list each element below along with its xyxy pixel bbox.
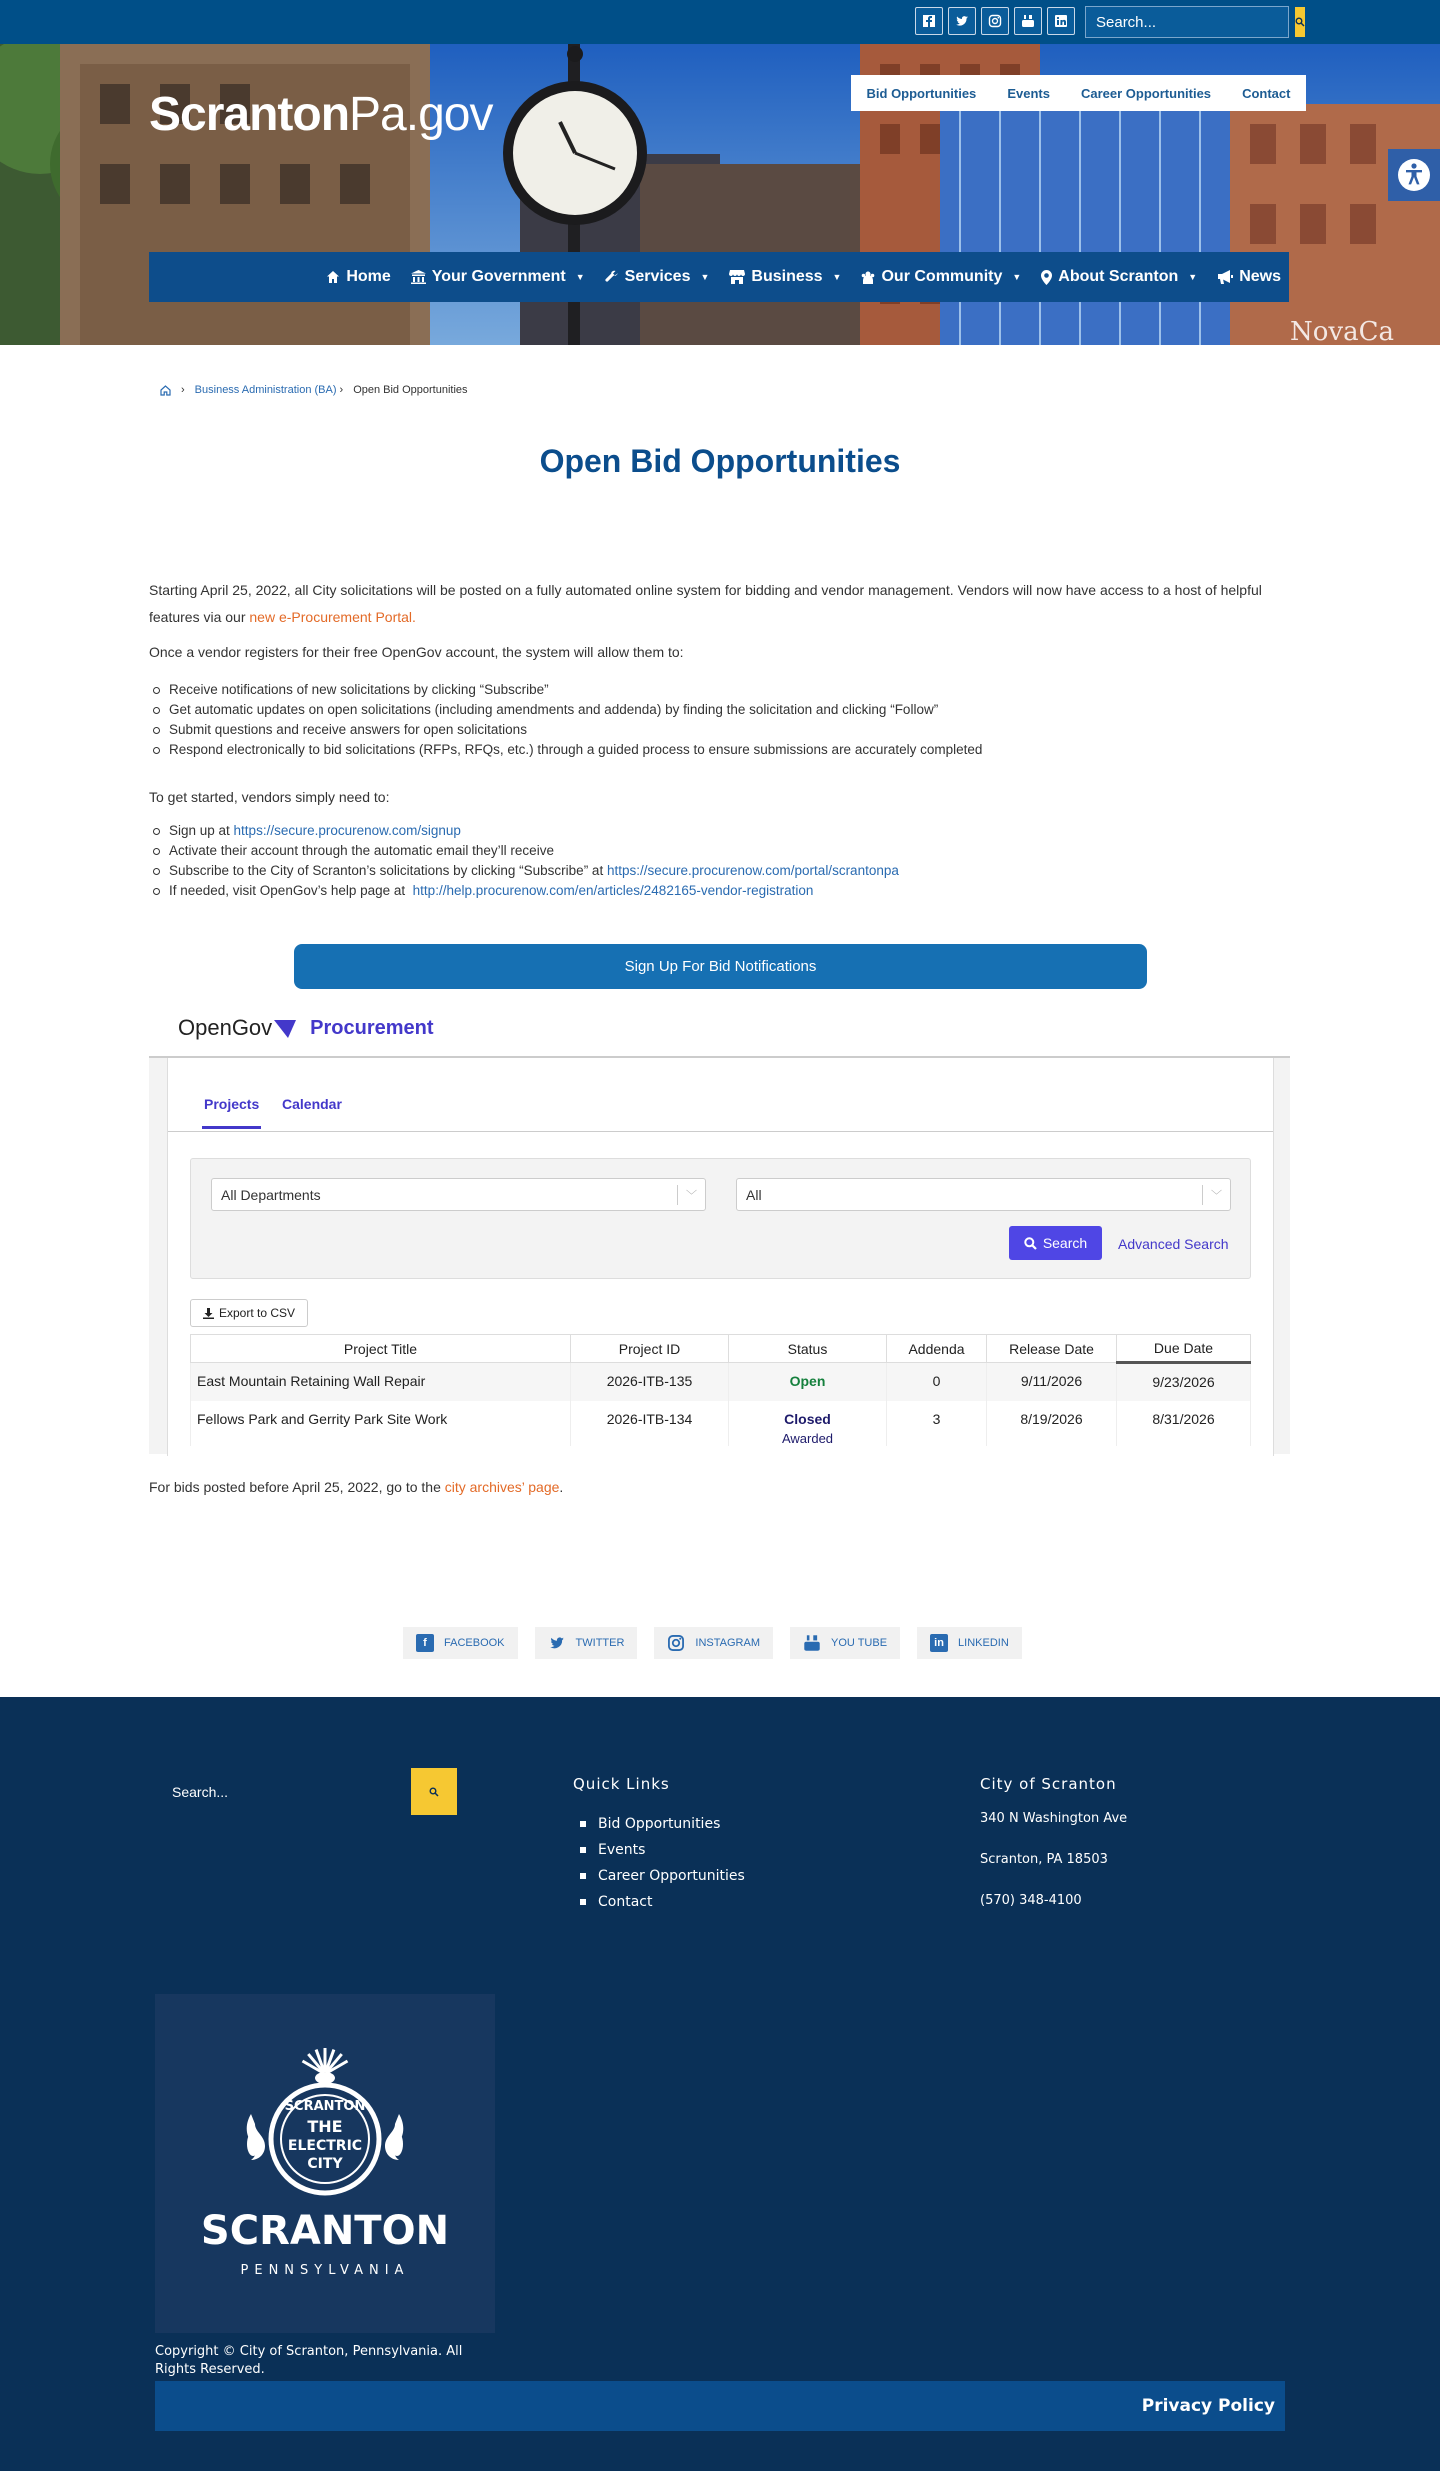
city-heading: City of Scranton bbox=[980, 1775, 1117, 1793]
map-marker-icon bbox=[1041, 270, 1052, 285]
search-button-label: Search bbox=[1042, 1235, 1088, 1251]
address-line-2: Scranton, PA 18503 bbox=[980, 1852, 1108, 1867]
phone-number: (570) 348-4100 bbox=[980, 1893, 1082, 1908]
list-item bbox=[169, 861, 899, 881]
chevron-down-icon: ▼ bbox=[1012, 272, 1022, 282]
cell-release-date: 8/19/2026 bbox=[987, 1401, 1117, 1446]
breadcrumb-separator: › bbox=[339, 384, 344, 396]
utility-link-contact[interactable]: Contact bbox=[1242, 85, 1291, 101]
facebook-icon: f bbox=[416, 1634, 434, 1652]
breadcrumb bbox=[160, 384, 468, 396]
seal-state-text: PENNSYLVANIA bbox=[240, 2263, 410, 2278]
home-icon[interactable] bbox=[160, 385, 171, 396]
chevron-down-icon: ▼ bbox=[832, 272, 842, 282]
wrench-icon bbox=[605, 270, 619, 284]
archive-paragraph bbox=[149, 1479, 563, 1495]
nav-services[interactable] bbox=[605, 268, 710, 286]
export-csv-label: Export to CSV bbox=[218, 1306, 296, 1320]
address-line-1: 340 N Washington Ave bbox=[980, 1811, 1128, 1826]
nav-label-business: Business bbox=[751, 268, 823, 285]
nav-label-news: News bbox=[1239, 268, 1281, 285]
step-text: If needed, visit OpenGov’s help page at bbox=[169, 883, 413, 898]
cell-status bbox=[729, 1401, 887, 1446]
feature-list bbox=[169, 680, 982, 760]
column-header-status[interactable]: Status bbox=[729, 1335, 887, 1363]
opengov-product: Procurement bbox=[310, 1016, 434, 1039]
export-csv-button[interactable] bbox=[190, 1299, 308, 1327]
nav-news[interactable] bbox=[1217, 268, 1281, 286]
privacy-bar bbox=[155, 2381, 1285, 2431]
bullhorn-icon bbox=[1217, 270, 1233, 284]
social-linkedin-link[interactable] bbox=[917, 1627, 1022, 1659]
list-item: Activate their account through the automatic email they’ll receive bbox=[169, 841, 899, 861]
twitter-icon[interactable] bbox=[948, 7, 976, 35]
footer-link-career-opportunities[interactable]: Career Opportunities bbox=[598, 1868, 745, 1884]
status-badge: Open bbox=[789, 1373, 826, 1389]
seal-center-text-2: ELECTRIC bbox=[287, 2138, 363, 2154]
step-text: Sign up at bbox=[169, 823, 234, 838]
tab-projects[interactable]: Projects bbox=[202, 1096, 261, 1129]
projects-table bbox=[190, 1334, 1251, 1446]
search-icon bbox=[429, 1787, 439, 1797]
signup-url-link[interactable]: https://secure.procurenow.com/signup bbox=[233, 823, 461, 838]
accessibility-button[interactable] bbox=[1388, 149, 1440, 201]
cell-status bbox=[729, 1363, 887, 1401]
hero-banner bbox=[0, 44, 1440, 345]
opengov-embed bbox=[149, 1056, 1290, 1454]
breadcrumb-current: Open Bid Opportunities bbox=[353, 384, 468, 396]
chevron-down-icon: ▼ bbox=[575, 272, 585, 282]
cell-addenda: 0 bbox=[887, 1363, 987, 1401]
e-procurement-link[interactable]: new e-Procurement Portal. bbox=[249, 609, 416, 625]
home-icon bbox=[326, 270, 340, 284]
status-sub-label: Awarded bbox=[781, 1430, 834, 1446]
social-label: YOU TUBE bbox=[831, 1637, 888, 1649]
start-text: To get started, vendors simply need to: bbox=[149, 789, 390, 805]
opengov-header bbox=[178, 1015, 434, 1041]
column-header-release-date[interactable]: Release Date bbox=[987, 1335, 1117, 1363]
main-nav bbox=[149, 252, 1289, 302]
list-item bbox=[598, 1863, 745, 1889]
list-item bbox=[598, 1889, 745, 1915]
steps-list bbox=[169, 821, 899, 901]
twitter-icon bbox=[548, 1635, 566, 1651]
seal-name-text: SCRANTON bbox=[200, 2208, 450, 2254]
chevron-down-icon: ﹀ bbox=[677, 1185, 705, 1205]
column-header-project-id[interactable]: Project ID bbox=[571, 1335, 729, 1363]
opengov-triangle-icon bbox=[274, 1018, 296, 1038]
youtube-icon bbox=[803, 1634, 821, 1652]
advanced-search-link[interactable]: Advanced Search bbox=[1118, 1236, 1229, 1252]
department-select-value: All Departments bbox=[221, 1186, 321, 1203]
social-twitter-link[interactable] bbox=[535, 1627, 638, 1659]
chevron-down-icon: ▼ bbox=[1188, 272, 1198, 282]
cell-release-date: 9/11/2026 bbox=[987, 1363, 1117, 1401]
list-item bbox=[598, 1837, 745, 1863]
linkedin-icon: in bbox=[930, 1634, 948, 1652]
accessibility-icon bbox=[1397, 158, 1431, 192]
footer-link-contact[interactable]: Contact bbox=[598, 1894, 653, 1910]
search-icon bbox=[1295, 17, 1305, 27]
city-seal bbox=[155, 1994, 495, 2333]
social-label: TWITTER bbox=[575, 1637, 625, 1649]
opengov-brand-text: OpenGov bbox=[178, 1015, 273, 1040]
cell-project-title[interactable]: Fellows Park and Gerrity Park Site Work bbox=[191, 1401, 571, 1446]
cell-addenda: 3 bbox=[887, 1401, 987, 1446]
social-label: INSTAGRAM bbox=[695, 1637, 760, 1649]
top-bar bbox=[0, 0, 1440, 44]
portal-url-link[interactable]: https://secure.procurenow.com/portal/scrantonpa bbox=[606, 863, 899, 878]
footer-search-button[interactable] bbox=[411, 1768, 457, 1815]
quick-links-list bbox=[598, 1811, 745, 1915]
site-logo[interactable] bbox=[149, 87, 492, 142]
facebook-icon[interactable] bbox=[915, 7, 943, 35]
list-item: Respond electronically to bid solicitations (RFPs, RFQs, etc.) through a guided process to ensure submissions are accurately completed bbox=[169, 740, 982, 760]
cell-project-title[interactable]: East Mountain Retaining Wall Repair bbox=[191, 1363, 571, 1401]
opengov-logo bbox=[178, 1015, 296, 1041]
nav-home[interactable] bbox=[326, 268, 390, 286]
cell-project-id: 2026-ITB-135 bbox=[571, 1363, 729, 1401]
list-item bbox=[169, 881, 899, 901]
building-icon bbox=[411, 270, 426, 284]
status-select-value: All bbox=[746, 1186, 762, 1203]
community-icon bbox=[861, 270, 875, 284]
footer-link-bid-opportunities[interactable]: Bid Opportunities bbox=[598, 1816, 721, 1832]
cell-project-id: 2026-ITB-134 bbox=[571, 1401, 729, 1446]
logo-bold-text: Scranton bbox=[149, 88, 350, 141]
utility-link-events[interactable]: Events bbox=[1007, 85, 1050, 101]
social-label: LINKEDIN bbox=[958, 1637, 1009, 1649]
search-icon bbox=[1024, 1237, 1037, 1250]
archive-end: . bbox=[559, 1479, 564, 1495]
seal-center-text-1: THE bbox=[307, 2117, 343, 2136]
linkedin-icon[interactable] bbox=[1047, 7, 1075, 35]
list-item bbox=[169, 821, 899, 841]
top-social-icons bbox=[915, 7, 1075, 35]
nav-business[interactable] bbox=[729, 268, 841, 286]
table-row[interactable] bbox=[191, 1401, 1251, 1446]
chevron-down-icon: ▼ bbox=[700, 272, 710, 282]
quick-links-heading: Quick Links bbox=[573, 1775, 670, 1793]
cell-due-date: 9/23/2026 bbox=[1117, 1363, 1251, 1401]
help-url-link[interactable]: http://help.procurenow.com/en/articles/2482165-vendor-registration bbox=[412, 883, 814, 898]
table-row[interactable] bbox=[191, 1363, 1251, 1401]
nav-label-your-government: Your Government bbox=[431, 268, 566, 285]
search-button[interactable] bbox=[1009, 1226, 1102, 1260]
list-item bbox=[598, 1811, 745, 1837]
column-header-due-date[interactable]: Due Date bbox=[1117, 1335, 1251, 1363]
copyright-text: Copyright © City of Scranton, Pennsylvania. All Rights Reserved. bbox=[155, 2344, 463, 2377]
header-search bbox=[1085, 6, 1289, 38]
nav-our-community[interactable] bbox=[861, 268, 1021, 286]
store-icon bbox=[729, 270, 745, 284]
nav-about-scranton[interactable] bbox=[1041, 268, 1197, 286]
status-select[interactable] bbox=[736, 1178, 1231, 1211]
opengov-panel bbox=[167, 1058, 1274, 1456]
page-title: Open Bid Opportunities bbox=[539, 443, 901, 479]
social-facebook-link[interactable] bbox=[403, 1627, 518, 1659]
archive-text: For bids posted before April 25, 2022, go to the bbox=[149, 1479, 445, 1495]
logo-light-text: Pa.gov bbox=[349, 88, 493, 141]
social-youtube-link[interactable] bbox=[790, 1627, 900, 1659]
department-select[interactable] bbox=[211, 1178, 706, 1211]
nav-label-services: Services bbox=[624, 268, 691, 285]
city-archives-link[interactable]: city archives’ page bbox=[444, 1479, 560, 1495]
youtube-icon[interactable] bbox=[1014, 7, 1042, 35]
status-badge: Closed bbox=[784, 1410, 831, 1427]
seal-center-text-3: CITY bbox=[307, 2156, 343, 2172]
table-header-row bbox=[191, 1335, 1251, 1363]
allow-text: Once a vendor registers for their free OpenGov account, the system will allow them to: bbox=[149, 644, 684, 660]
download-icon bbox=[203, 1308, 214, 1319]
list-item: Receive notifications of new solicitations by clicking “Subscribe” bbox=[169, 680, 982, 700]
social-links bbox=[403, 1627, 1022, 1659]
chevron-down-icon: ﹀ bbox=[1202, 1185, 1230, 1205]
header-search-input[interactable] bbox=[1086, 7, 1295, 37]
utility-link-career-opportunities[interactable]: Career Opportunities bbox=[1081, 85, 1212, 101]
column-header-addenda[interactable]: Addenda bbox=[887, 1335, 987, 1363]
column-header-project-title[interactable]: Project Title bbox=[191, 1335, 571, 1363]
nav-label-about-scranton: About Scranton bbox=[1058, 268, 1179, 285]
social-instagram-link[interactable] bbox=[654, 1627, 773, 1659]
footer bbox=[0, 1697, 1440, 2471]
utility-link-bid-opportunities[interactable]: Bid Opportunities bbox=[866, 85, 977, 101]
header-search-button[interactable] bbox=[1295, 7, 1305, 37]
nav-label-home: Home bbox=[346, 268, 391, 285]
seal-arc-text: SCRANTON bbox=[284, 2099, 366, 2114]
list-item: Submit questions and receive answers for open solicitations bbox=[169, 720, 982, 740]
tab-calendar[interactable]: Calendar bbox=[282, 1096, 342, 1112]
footer-search-input[interactable] bbox=[160, 1768, 411, 1815]
intro-paragraph bbox=[149, 577, 1289, 631]
signup-bid-notifications-button[interactable]: Sign Up For Bid Notifications bbox=[294, 944, 1147, 989]
filter-panel bbox=[190, 1158, 1251, 1279]
footer-search bbox=[160, 1768, 457, 1815]
breadcrumb-parent-link[interactable]: Business Administration (BA) bbox=[194, 384, 337, 396]
intro-text: Starting April 25, 2022, all City solicitations will be posted on a fully automated online system for bidding and vendor management. Vendors will now have access to a host of helpful features via our bbox=[149, 582, 1262, 625]
social-label: FACEBOOK bbox=[444, 1637, 505, 1649]
cell-due-date: 8/31/2026 bbox=[1117, 1401, 1251, 1446]
footer-link-events[interactable]: Events bbox=[598, 1842, 646, 1858]
utility-nav bbox=[851, 75, 1306, 111]
instagram-icon bbox=[667, 1634, 685, 1652]
privacy-policy-link[interactable]: Privacy Policy bbox=[1141, 2396, 1275, 2416]
breadcrumb-separator: › bbox=[181, 384, 185, 396]
step-text: Subscribe to the City of Scranton’s solicitations by clicking “Subscribe” at bbox=[169, 863, 607, 878]
svg-text:NovaCa: NovaCa bbox=[1290, 317, 1394, 345]
nav-label-our-community: Our Community bbox=[881, 268, 1003, 285]
scranton-seal-logo bbox=[155, 1994, 495, 2333]
nav-your-government[interactable] bbox=[411, 268, 585, 286]
instagram-icon[interactable] bbox=[981, 7, 1009, 35]
list-item: Get automatic updates on open solicitations (including amendments and addenda) by finding the solicitation and clicking “Follow” bbox=[169, 700, 982, 720]
opengov-tabs bbox=[168, 1058, 1273, 1132]
